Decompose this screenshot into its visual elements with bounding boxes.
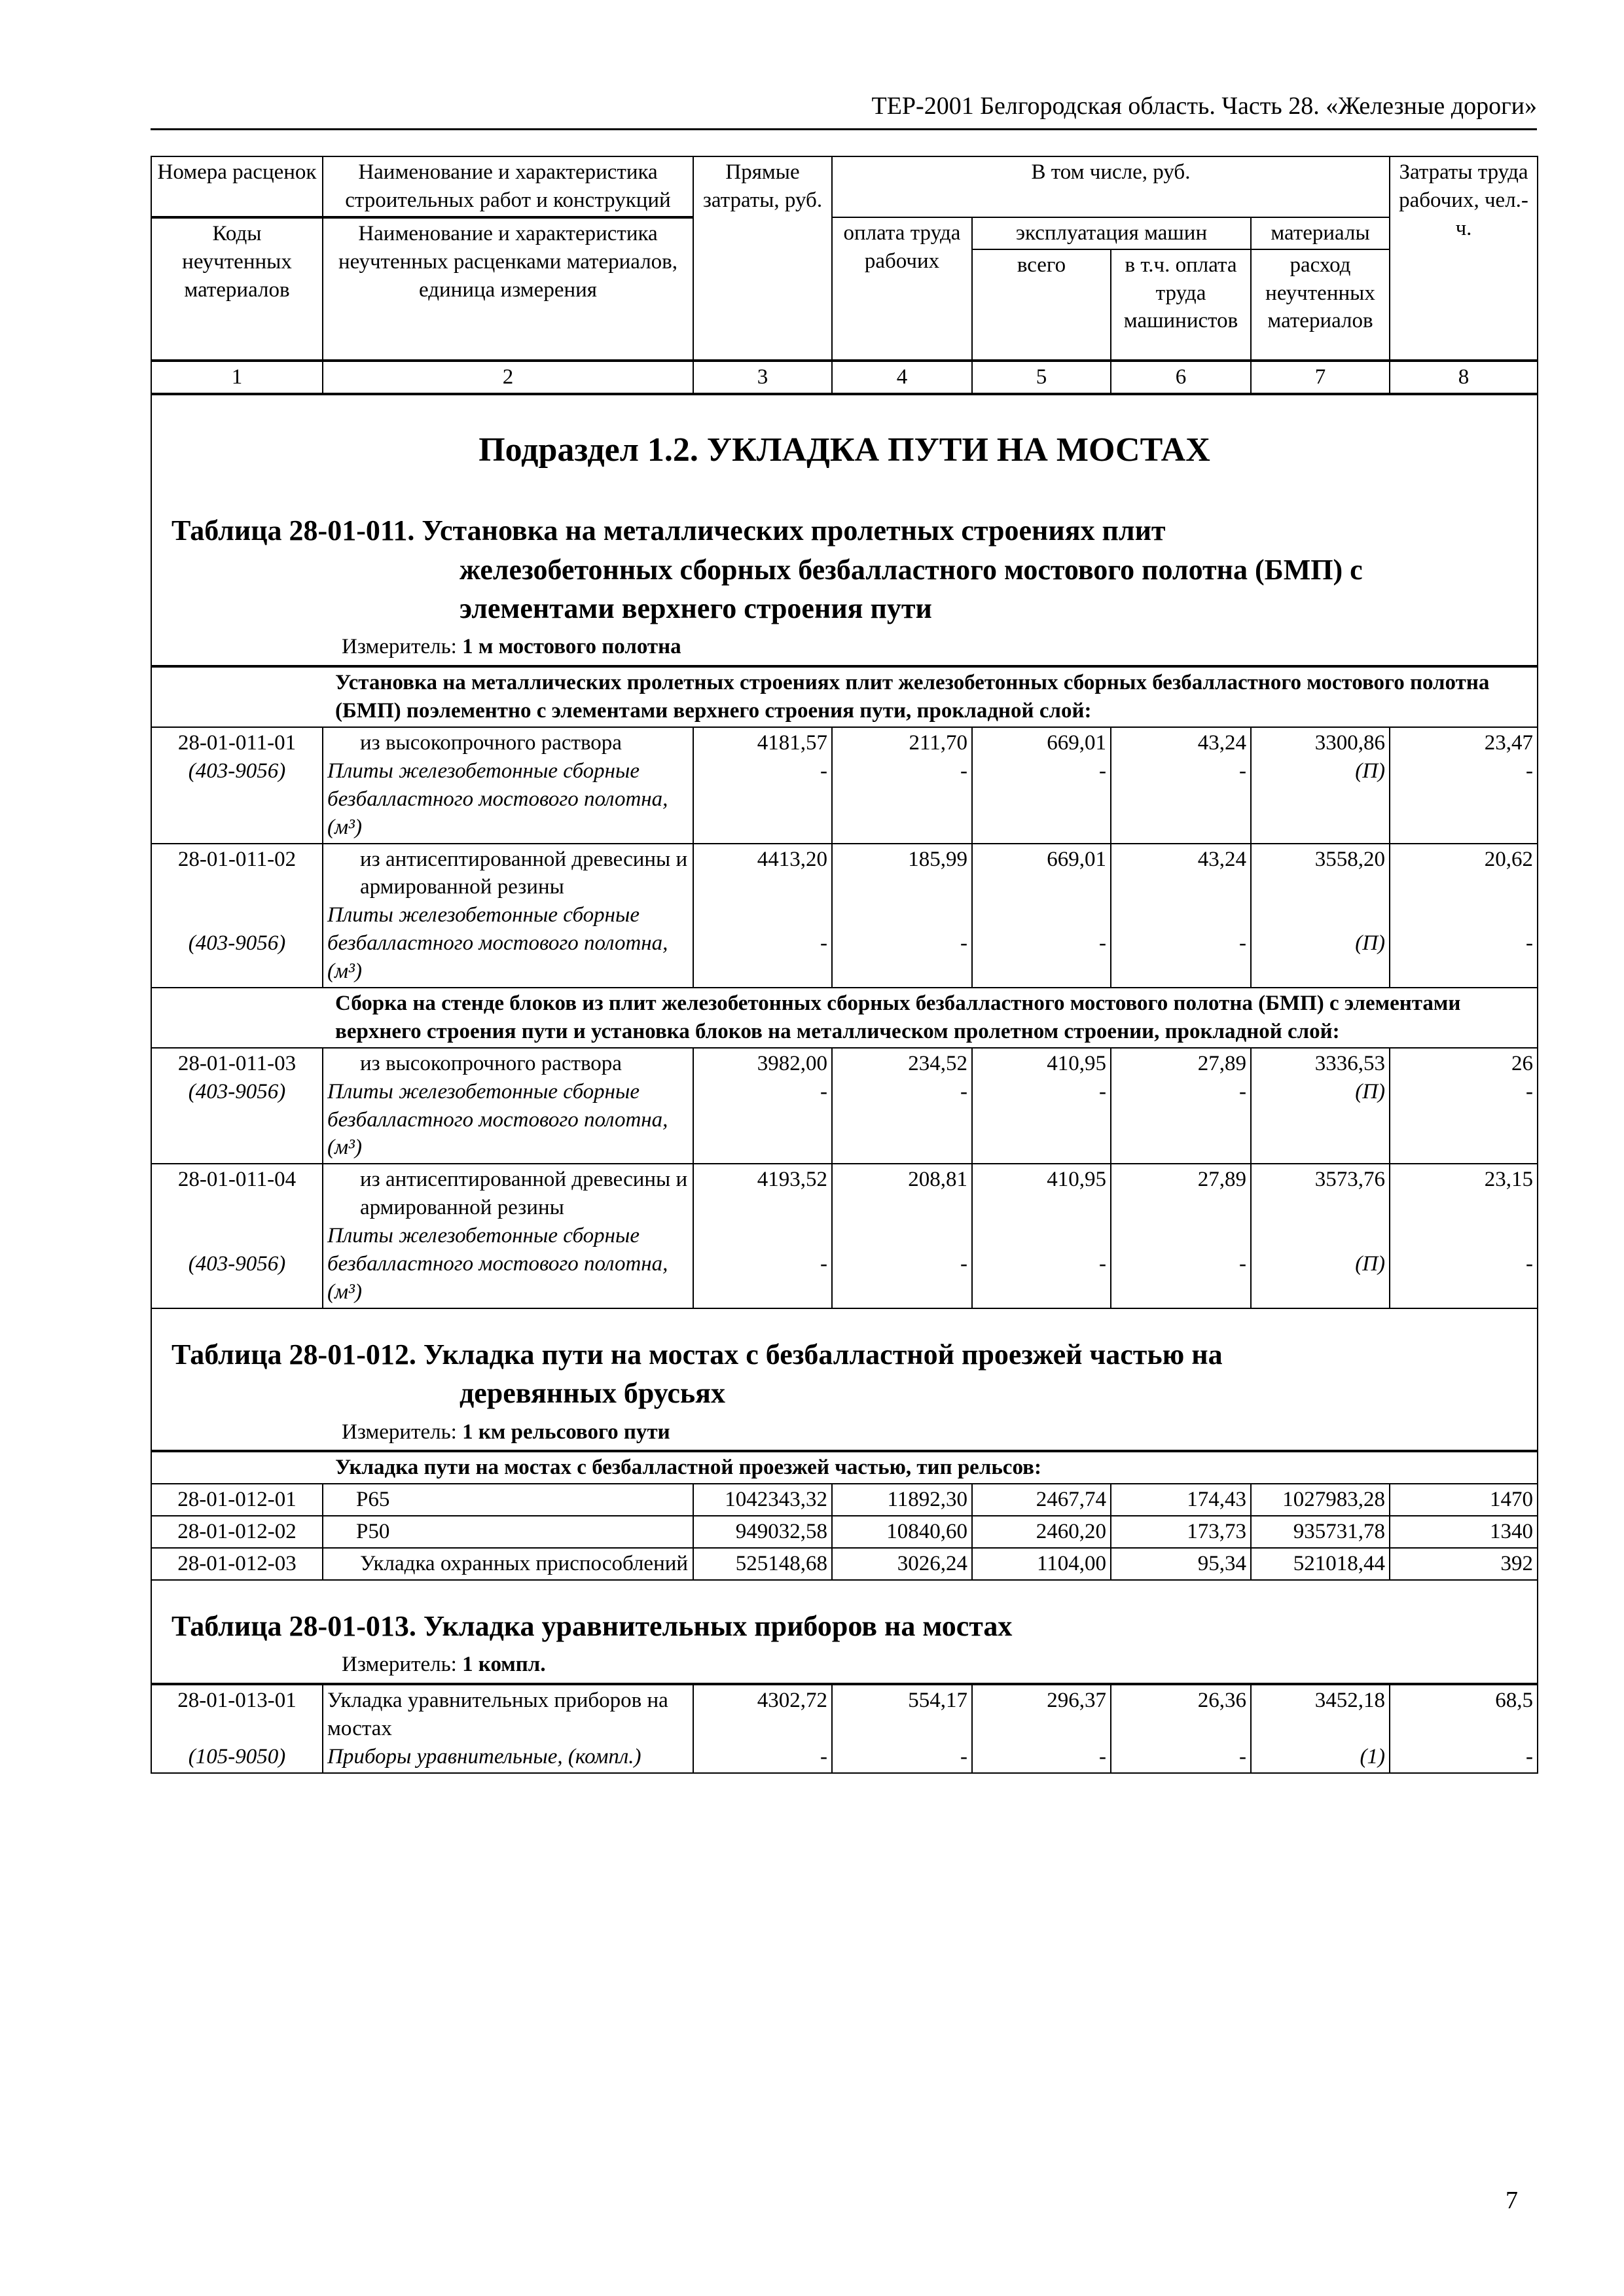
labor-hours: 68,5 — [1495, 1689, 1534, 1713]
direct-cost: 949032,58 — [693, 1516, 832, 1548]
work-name: Р65 — [323, 1484, 693, 1516]
dash: - — [960, 759, 967, 783]
machinist-pay: 27,89 — [1197, 1051, 1246, 1075]
labor-pay: 554,17 — [908, 1689, 967, 1713]
rate-code: 28-01-011-01 — [177, 731, 297, 755]
direct-cost: 4302,72 — [757, 1689, 827, 1713]
header-col6: в т.ч. оплата труда машинистов — [1111, 249, 1251, 361]
material-code: (403-9056) — [188, 1079, 286, 1103]
dash: - — [1526, 931, 1534, 956]
group-heading: Установка на металлических пролетных строениях плит железобетонных сборных безбалластного мостового полотна (БМП) поэлементно с элементами верхнего строения пути, прокладной слой: — [151, 666, 1538, 727]
machinist-pay: 26,36 — [1197, 1689, 1246, 1713]
rate-code: 28-01-013-01 — [177, 1689, 297, 1713]
material-code: (403-9056) — [188, 759, 286, 783]
dash: - — [960, 1745, 967, 1769]
table-row — [151, 727, 1538, 844]
measure-label: Измеритель: — [342, 1653, 457, 1677]
labor-pay: 208,81 — [908, 1168, 967, 1192]
labor-hours: 1340 — [1390, 1516, 1538, 1548]
table-011-title — [152, 511, 1537, 628]
machinist-pay: 43,24 — [1197, 847, 1246, 871]
header-col8: Затраты труда рабочих, чел.-ч. — [1390, 156, 1538, 361]
materials-cost: 3573,76 — [1314, 1168, 1386, 1192]
col-number: 6 — [1111, 361, 1251, 394]
labor-pay: 234,52 — [908, 1051, 967, 1075]
work-name: Укладка охранных приспособлений — [323, 1548, 693, 1580]
dash: - — [820, 1252, 827, 1276]
table-011-measure — [152, 633, 1537, 661]
labor-pay: 185,99 — [908, 847, 967, 871]
labor-hours: 1470 — [1390, 1484, 1538, 1516]
header-materials: материалы — [1251, 217, 1390, 249]
direct-cost: 525148,68 — [693, 1548, 832, 1580]
table-row — [151, 1516, 1538, 1548]
table-012-title — [152, 1335, 1537, 1413]
material-name: Приборы уравнительные, (компл.) — [327, 1745, 641, 1769]
table-011-title-line1: Таблица 28-01-011. Установка на металлических пролетных строениях плит — [171, 514, 1166, 547]
measure-value: 1 км рельсового пути — [462, 1420, 670, 1444]
dash: - — [960, 931, 967, 956]
table-011-heading — [151, 394, 1538, 667]
measure-value: 1 компл. — [462, 1653, 546, 1677]
group-heading: Укладка пути на мостах с безбалластной проезжей частью, тип рельсов: — [151, 1451, 1538, 1484]
col-number: 2 — [323, 361, 693, 394]
machines-total: 2467,74 — [972, 1484, 1111, 1516]
table-012-title-line2: деревянных брусьях — [460, 1377, 725, 1410]
table-012-title-line1: Таблица 28-01-012. Укладка пути на мостах с безбалластной проезжей частью на — [171, 1338, 1223, 1371]
header-col1-bottom: Коды неучтенных материалов — [151, 217, 323, 361]
table-013-measure — [152, 1651, 1537, 1679]
dash: - — [820, 759, 827, 783]
table-row — [151, 1548, 1538, 1580]
dash: - — [1526, 1745, 1534, 1769]
labor-hours: 20,62 — [1484, 847, 1534, 871]
table-row — [151, 844, 1538, 988]
material-qty: (П) — [1355, 931, 1386, 956]
labor-hours: 392 — [1390, 1548, 1538, 1580]
material-name: Плиты железобетонные сборные безбалластного мостового полотна, (м³) — [327, 759, 668, 839]
material-code: (403-9056) — [188, 931, 286, 956]
col-number: 7 — [1251, 361, 1390, 394]
page-number: 7 — [1506, 2187, 1518, 2214]
materials-cost: 1027983,28 — [1251, 1484, 1390, 1516]
running-header: ТЕР-2001 Белгородская область. Часть 28. «Железные дороги» — [151, 92, 1537, 130]
work-name: из высокопрочного раствора — [360, 1051, 622, 1075]
direct-cost: 3982,00 — [757, 1051, 827, 1075]
dash: - — [1239, 1252, 1246, 1276]
materials-cost: 3558,20 — [1314, 847, 1386, 871]
dash: - — [1099, 1745, 1106, 1769]
dash: - — [820, 1745, 827, 1769]
table-013-heading — [151, 1580, 1538, 1684]
header-machines: эксплуатация машин — [972, 217, 1251, 249]
direct-cost: 4181,57 — [757, 731, 827, 755]
machines-total: 296,37 — [1047, 1689, 1106, 1713]
labor-hours: 26 — [1511, 1051, 1534, 1075]
dash: - — [1099, 931, 1106, 956]
material-name: Плиты железобетонные сборные безбалластного мостового полотна, (м³) — [327, 903, 668, 984]
machines-total: 669,01 — [1047, 847, 1106, 871]
table-row — [151, 1164, 1538, 1308]
machinist-pay: 27,89 — [1197, 1168, 1246, 1192]
machines-total: 1104,00 — [972, 1548, 1111, 1580]
measure-label: Измеритель: — [342, 1420, 457, 1444]
measure-label: Измеритель: — [342, 635, 457, 659]
subsection-title: Подраздел 1.2. УКЛАДКА ПУТИ НА МОСТАХ — [478, 431, 1210, 469]
header-col3: Прямые затраты, руб. — [693, 156, 832, 361]
direct-cost: 1042343,32 — [693, 1484, 832, 1516]
rate-code: 28-01-011-04 — [177, 1168, 297, 1192]
header-col7: расход неучтенных материалов — [1251, 249, 1390, 361]
col-number: 8 — [1390, 361, 1538, 394]
rate-code: 28-01-012-01 — [151, 1484, 323, 1516]
dash: - — [1239, 759, 1246, 783]
machinist-pay: 95,34 — [1111, 1548, 1251, 1580]
header-col4: оплата труда рабочих — [832, 217, 972, 361]
materials-cost: 521018,44 — [1251, 1548, 1390, 1580]
dash: - — [1526, 759, 1534, 783]
materials-cost: 3300,86 — [1314, 731, 1386, 755]
rate-code: 28-01-012-02 — [151, 1516, 323, 1548]
dash: - — [820, 1079, 827, 1103]
machinist-pay: 43,24 — [1197, 731, 1246, 755]
col-number: 4 — [832, 361, 972, 394]
dash: - — [1099, 1252, 1106, 1276]
material-name: Плиты железобетонные сборные безбалластного мостового полотна, (м³) — [327, 1079, 668, 1160]
labor-pay: 211,70 — [909, 731, 967, 755]
machines-total: 410,95 — [1047, 1051, 1106, 1075]
work-name: Укладка уравнительных приборов на мостах — [327, 1689, 668, 1741]
header-col2-bottom: Наименование и характеристика неучтенных расценками материалов, единица измерения — [323, 217, 693, 361]
machines-total: 410,95 — [1047, 1168, 1106, 1192]
header-col5: всего — [972, 249, 1111, 361]
header-col1-top: Номера расценок — [151, 156, 323, 217]
labor-pay: 11892,30 — [832, 1484, 972, 1516]
work-name: из высокопрочного раствора — [360, 731, 622, 755]
dash: - — [820, 931, 827, 956]
direct-cost: 4413,20 — [757, 847, 827, 871]
machines-total: 2460,20 — [972, 1516, 1111, 1548]
labor-pay: 3026,24 — [832, 1548, 972, 1580]
work-name: из антисептированной древесины и армированной резины — [360, 847, 688, 899]
measure-value: 1 м мостового полотна — [462, 635, 681, 659]
work-name: из антисептированной древесины и армированной резины — [360, 1168, 688, 1220]
group-heading: Сборка на стенде блоков из плит железобетонных сборных безбалластного мостового полотна (БМП) с элементами верхнего строения пути и установка блоков на металлическом пролетном строении, прокладной слой: — [151, 988, 1538, 1048]
materials-cost: 935731,78 — [1251, 1516, 1390, 1548]
labor-hours: 23,15 — [1484, 1168, 1534, 1192]
dash: - — [960, 1079, 967, 1103]
table-row — [151, 1684, 1538, 1773]
material-qty: (1) — [1360, 1745, 1386, 1769]
material-code: (403-9056) — [188, 1252, 286, 1276]
labor-hours: 23,47 — [1484, 731, 1534, 755]
material-qty: (П) — [1355, 1079, 1386, 1103]
price-table-sheet — [151, 156, 1537, 1774]
dash: - — [1239, 1079, 1246, 1103]
labor-pay: 10840,60 — [832, 1516, 972, 1548]
table-011-title-line2: железобетонных сборных безбалластного мостового полотна (БМП) с — [460, 553, 1363, 586]
table-012-measure — [152, 1418, 1537, 1446]
machinist-pay: 174,43 — [1111, 1484, 1251, 1516]
price-table — [151, 156, 1538, 1774]
dash: - — [1526, 1079, 1534, 1103]
col-number: 5 — [972, 361, 1111, 394]
table-row — [151, 1484, 1538, 1516]
header-incl: В том числе, руб. — [832, 156, 1390, 217]
dash: - — [1099, 1079, 1106, 1103]
material-code: (105-9050) — [188, 1745, 286, 1769]
machinist-pay: 173,73 — [1111, 1516, 1251, 1548]
material-name: Плиты железобетонные сборные безбалластного мостового полотна, (м³) — [327, 1224, 668, 1304]
rate-code: 28-01-011-03 — [177, 1051, 297, 1075]
machines-total: 669,01 — [1047, 731, 1106, 755]
rate-code: 28-01-012-03 — [151, 1548, 323, 1580]
dash: - — [960, 1252, 967, 1276]
table-012-heading — [151, 1308, 1538, 1452]
dash: - — [1099, 759, 1106, 783]
direct-cost: 4193,52 — [757, 1168, 827, 1192]
material-qty: (П) — [1355, 1252, 1386, 1276]
header-col2-top: Наименование и характеристика строительных работ и конструкций — [323, 156, 693, 217]
dash: - — [1239, 1745, 1246, 1769]
materials-cost: 3452,18 — [1314, 1689, 1386, 1713]
table-013-title: Таблица 28-01-013. Укладка уравнительных приборов на мостах — [171, 1610, 1013, 1643]
material-qty: (П) — [1355, 759, 1386, 783]
rate-code: 28-01-011-02 — [177, 847, 297, 871]
work-name: Р50 — [323, 1516, 693, 1548]
table-row — [151, 1048, 1538, 1164]
dash: - — [1239, 931, 1246, 956]
table-011-title-line3: элементами верхнего строения пути — [460, 592, 932, 624]
col-number: 1 — [151, 361, 323, 394]
dash: - — [1526, 1252, 1534, 1276]
col-number: 3 — [693, 361, 832, 394]
materials-cost: 3336,53 — [1314, 1051, 1386, 1075]
